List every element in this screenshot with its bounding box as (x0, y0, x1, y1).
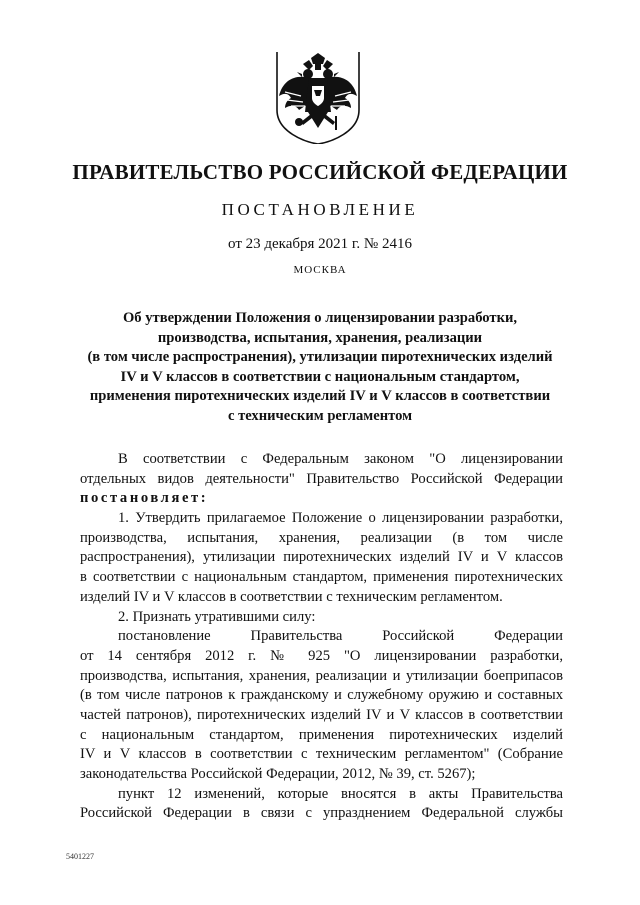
body-line: В соответствии с Федеральным законом "О лицензировании (118, 451, 563, 467)
body-line: пункт 12 изменений, которые вносятся в акты Правительства (118, 785, 563, 802)
body-line: производства, испытания, хранения, реализации (в том числе (80, 529, 563, 546)
body-line: распространения), утилизации пиротехнических изделий IV и V классов (80, 549, 563, 566)
body-line: изделий IV и V классов в соответствии с техническим регламентом. (80, 588, 503, 605)
document-date-number: от 23 декабря 2021 г. № 2416 (228, 236, 412, 252)
heading-line: IV и V классов в соответствии с национальным стандартом, (120, 368, 520, 385)
coat-of-arms-icon (275, 52, 361, 144)
body-line: 2. Признать утратившими силу: (118, 608, 316, 625)
heading-line: Об утверждении Положения о лицензировании разработки, (122, 310, 518, 326)
body-line: 1. Утвердить прилагаемое Положение о лицензировании разработки, (118, 510, 563, 527)
body-line: производства, испытания, хранения, реализации и утилизации боеприпасов (80, 667, 563, 684)
body-line: отдельных видов деятельности" Правительство Российской Федерации (80, 470, 563, 487)
body-line: с национальным стандартом, применения пиротехнических изделий (80, 726, 563, 743)
body-line: (в том числе патронов к гражданскому и служебному оружию и составных (80, 687, 563, 704)
body-line: от 14 сентября 2012 г. № 925 "О лицензировании разработки, (80, 647, 563, 664)
body-line: законодательства Российской Федерации, 2012, № 39, ст. 5267); (80, 766, 476, 782)
heading-line: применения пиротехнических изделий IV и V классов в соответствии (89, 388, 551, 405)
government-title: ПРАВИТЕЛЬСТВО РОССИЙСКОЙ ФЕДЕРАЦИИ (72, 160, 568, 184)
body-line: частей патронов), пиротехнических изделий IV и V классов в соответствии (80, 706, 563, 723)
document-type: ПОСТАНОВЛЕНИЕ (221, 200, 419, 219)
heading-line: с техническим регламентом (227, 407, 413, 424)
body-line: в соответствии с национальным стандартом, применения пиротехнических (80, 569, 563, 586)
document-body (80, 450, 563, 824)
heading-line: производства, испытания, хранения, реализации (157, 329, 483, 346)
body-line: постановляет: (80, 490, 209, 507)
footer-code: 5401227 (66, 852, 94, 861)
body-line: Российской Федерации в связи с упразднением Федеральной службы (80, 805, 563, 822)
heading-line: (в том числе распространения), утилизации пиротехнических изделий (87, 349, 553, 366)
document-heading (70, 309, 570, 427)
body-line: IV и V классов в соответствии с техническим регламентом" (Собрание (80, 746, 563, 763)
document-city: МОСКВА (293, 264, 347, 276)
body-line: постановление Правительства Российской Федерации (118, 628, 563, 645)
